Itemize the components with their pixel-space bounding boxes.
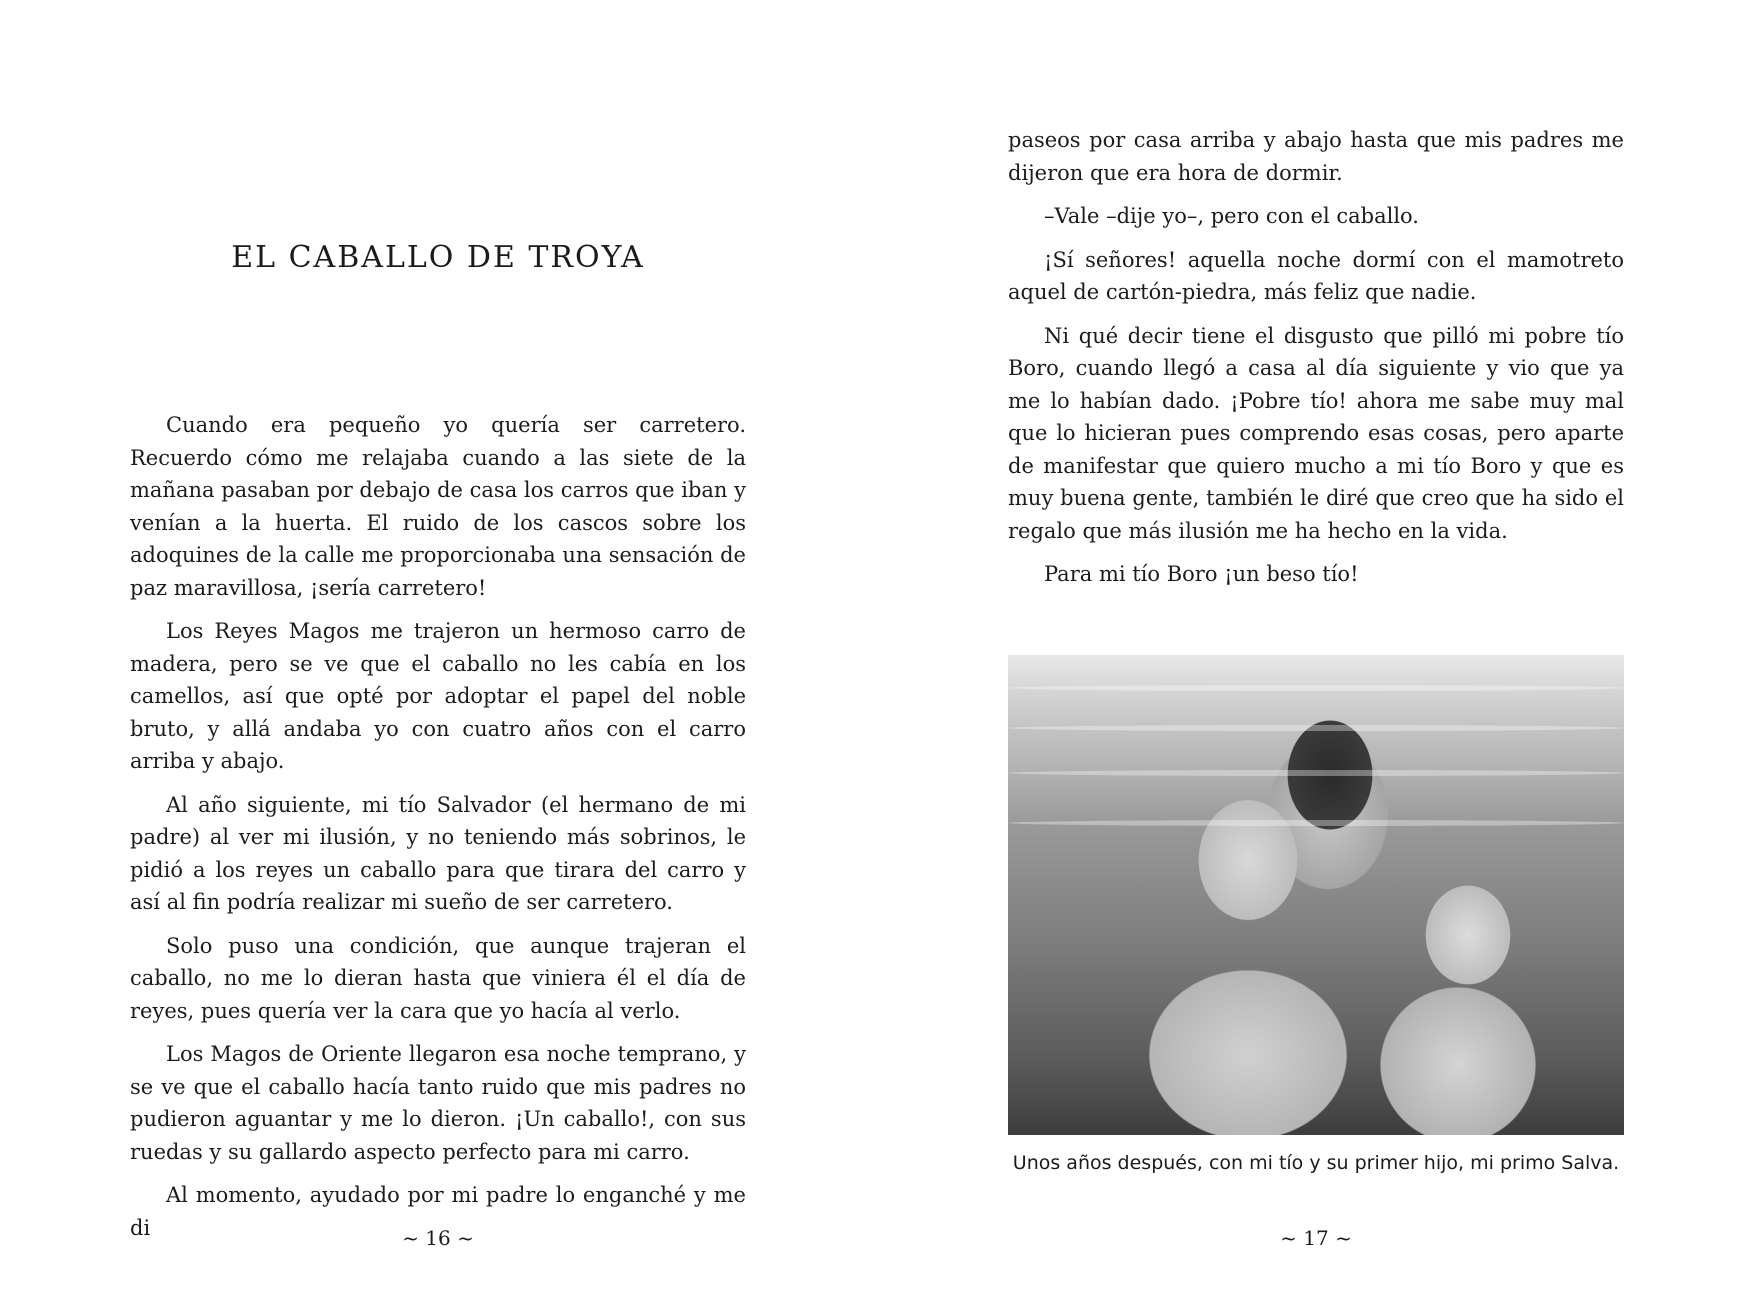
photo-wave (1008, 770, 1624, 776)
page-number-left: ~ 16 ~ (402, 1226, 474, 1250)
family-photo (1008, 655, 1624, 1135)
left-body-text (130, 409, 746, 1255)
paragraph: Cuando era pequeño yo quería ser carretero. Recuerdo cómo me relajaba cuando a las siete de la mañana pasaban por debajo de casa los carros que iban y venían a la huerta. El ruido de los cascos sobre los adoquines de la calle me proporcionaba una sensación de paz maravillosa, ¡sería carretero! (130, 413, 746, 600)
photo-wave (1008, 685, 1624, 691)
right-page (874, 0, 1748, 1299)
paragraph: Solo puso una condición, que aunque trajeran el caballo, no me lo dieran hasta que viniera él el día de reyes, pues quería ver la cara que yo hacía al verlo. (130, 933, 746, 1023)
paragraph: Al momento, ayudado por mi padre lo enganché y me di (130, 1183, 746, 1240)
right-body-text (1008, 124, 1624, 602)
paragraph: Para mi tío Boro ¡un beso tío! (1044, 562, 1359, 586)
photo-wave (1008, 725, 1624, 731)
paragraph: Los Reyes Magos me trajeron un hermoso carro de madera, pero se ve que el caballo no les cabía en los camellos, así que opté por adoptar el papel del noble bruto, y allá andaba yo con cuatro años con el carro arriba y abajo. (130, 619, 746, 773)
photo-wave (1008, 820, 1624, 826)
paragraph: Ni qué decir tiene el disgusto que pilló mi pobre tío Boro, cuando llegó a casa al día siguiente y vio que ya me lo habían dado. ¡Pobre tío! ahora me sabe muy mal que lo hicieran pues comprendo esas cosas, pero aparte de manifestar que quiero mucho a mi tío Boro y que es muy buena gente, también le diré que creo que ha sido el regalo que más ilusión me ha hecho en la vida. (1008, 323, 1624, 543)
paragraph-continuation: paseos por casa arriba y abajo hasta que mis padres me dijeron que era hora de dormir. (1008, 128, 1624, 185)
paragraph: Los Magos de Oriente llegaron esa noche temprano, y se ve que el caballo hacía tanto ruido que mis padres no pudieron aguantar y me lo dieron. ¡Un caballo!, con sus ruedas y su gallardo aspecto perfecto para mi carro. (130, 1042, 746, 1164)
photo-caption: Unos años después, con mi tío y su primer hijo, mi primo Salva. (1012, 1152, 1620, 1174)
chapter-title: EL CABALLO DE TROYA (231, 240, 645, 275)
page-number-right: ~ 17 ~ (1280, 1226, 1352, 1250)
paragraph: ¡Sí señores! aquella noche dormí con el mamotreto aquel de cartón-piedra, más feliz que nadie. (1008, 247, 1624, 304)
paragraph: –Vale –dije yo–, pero con el caballo. (1044, 204, 1419, 228)
paragraph: Al año siguiente, mi tío Salvador (el hermano de mi padre) al ver mi ilusión, y no teniendo más sobrinos, le pidió a los reyes un caballo para que tirara del carro y así al fin podría realizar mi sueño de ser carretero. (130, 792, 746, 914)
